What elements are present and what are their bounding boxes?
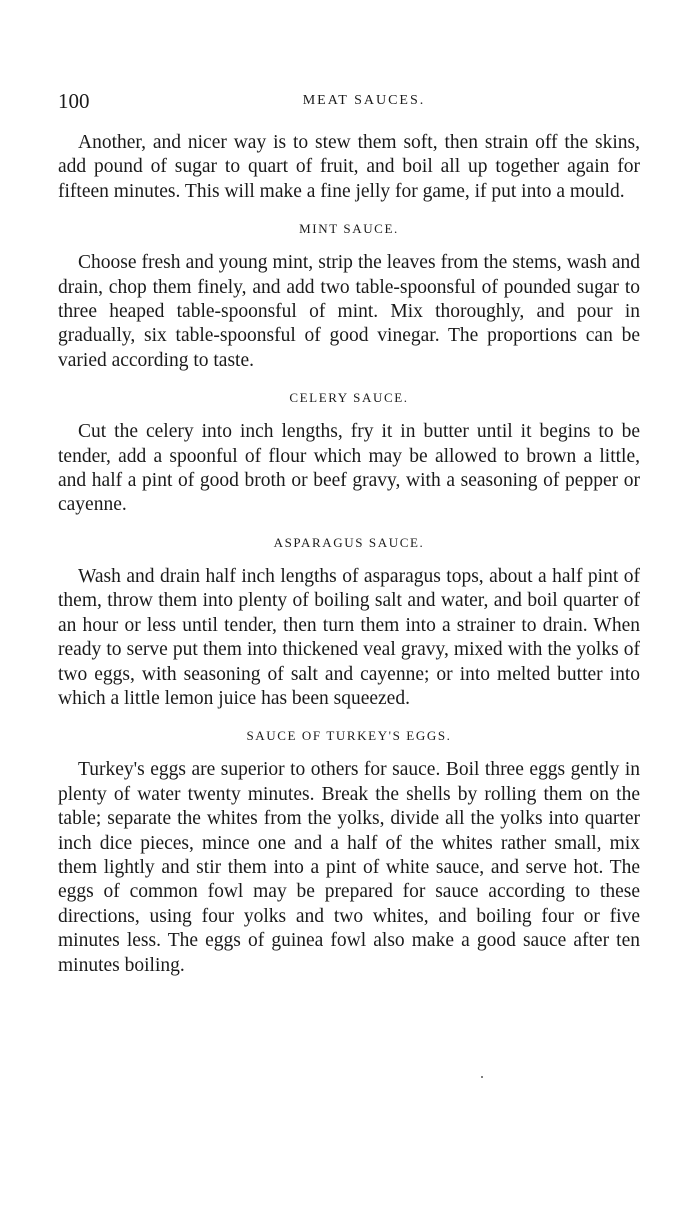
running-title: MEAT SAUCES. xyxy=(302,93,426,108)
section-text-mint-sauce: Choose fresh and young mint, strip the leaves from the stems, wash and drain, chop them finely, and add two table-spoonsful of pounded sugar to three heaped table-spoonsful of mint. Mix thoroughly, and pour in gradually, six table-spoonsful of good vinegar. The proportions can be varied according to taste. xyxy=(58,252,640,371)
print-speck xyxy=(481,1076,483,1078)
intro-paragraph: Another, and nicer way is to stew them soft, then strain off the skins, add pound of sugar to quart of fruit, and boil all up together again for fifteen minutes. This will make a fine jelly for game, if put into a mould. xyxy=(58,132,640,202)
section-text-asparagus-sauce: Wash and drain half inch lengths of asparagus tops, about a half pint of them, throw them into plenty of boiling salt and water, and boil quarter of an hour or less until tender, then turn them into a strainer to drain. When ready to serve put them into thickened veal gravy, mixed with the yolks of two eggs, with seasoning of salt and cayenne; or into melted butter into which a little lemon juice has been squeezed. xyxy=(58,565,640,709)
section-heading-mint-sauce: MINT SAUCE. xyxy=(299,221,399,237)
page-number: 100 xyxy=(58,89,90,113)
section-text-celery-sauce: Cut the celery into inch lengths, fry it in butter until it begins to be tender, add a spoonful of flour which may be allowed to brown a little, and half a pint of good broth or beef gravy, with a seasoning of pepper or cayenne. xyxy=(58,421,640,516)
running-header xyxy=(58,86,640,116)
section-text-turkey-egg-sauce: Turkey's eggs are superior to others for sauce. Boil three eggs gently in plenty of water twenty minutes. Break the shells by rolling them on the table; separate the whites from the yolks, divide all the yolks into quarter inch dice pieces, mince one and a half of the whites rather small, mix them lightly and stir them into a pint of white sauce, and serve hot. The eggs of common fowl may be prepared for sauce according to these directions, using four yolks and two whites, and boiling four or five minutes less. The eggs of guinea fowl also make a good sauce after ten minutes boiling. xyxy=(58,759,640,976)
page-body xyxy=(58,131,640,978)
section-heading-asparagus-sauce: ASPARAGUS SAUCE. xyxy=(273,534,425,550)
section-heading-celery-sauce: CELERY SAUCE. xyxy=(289,390,409,406)
section-heading-turkey-egg-sauce: SAUCE OF TURKEY'S EGGS. xyxy=(246,728,452,744)
